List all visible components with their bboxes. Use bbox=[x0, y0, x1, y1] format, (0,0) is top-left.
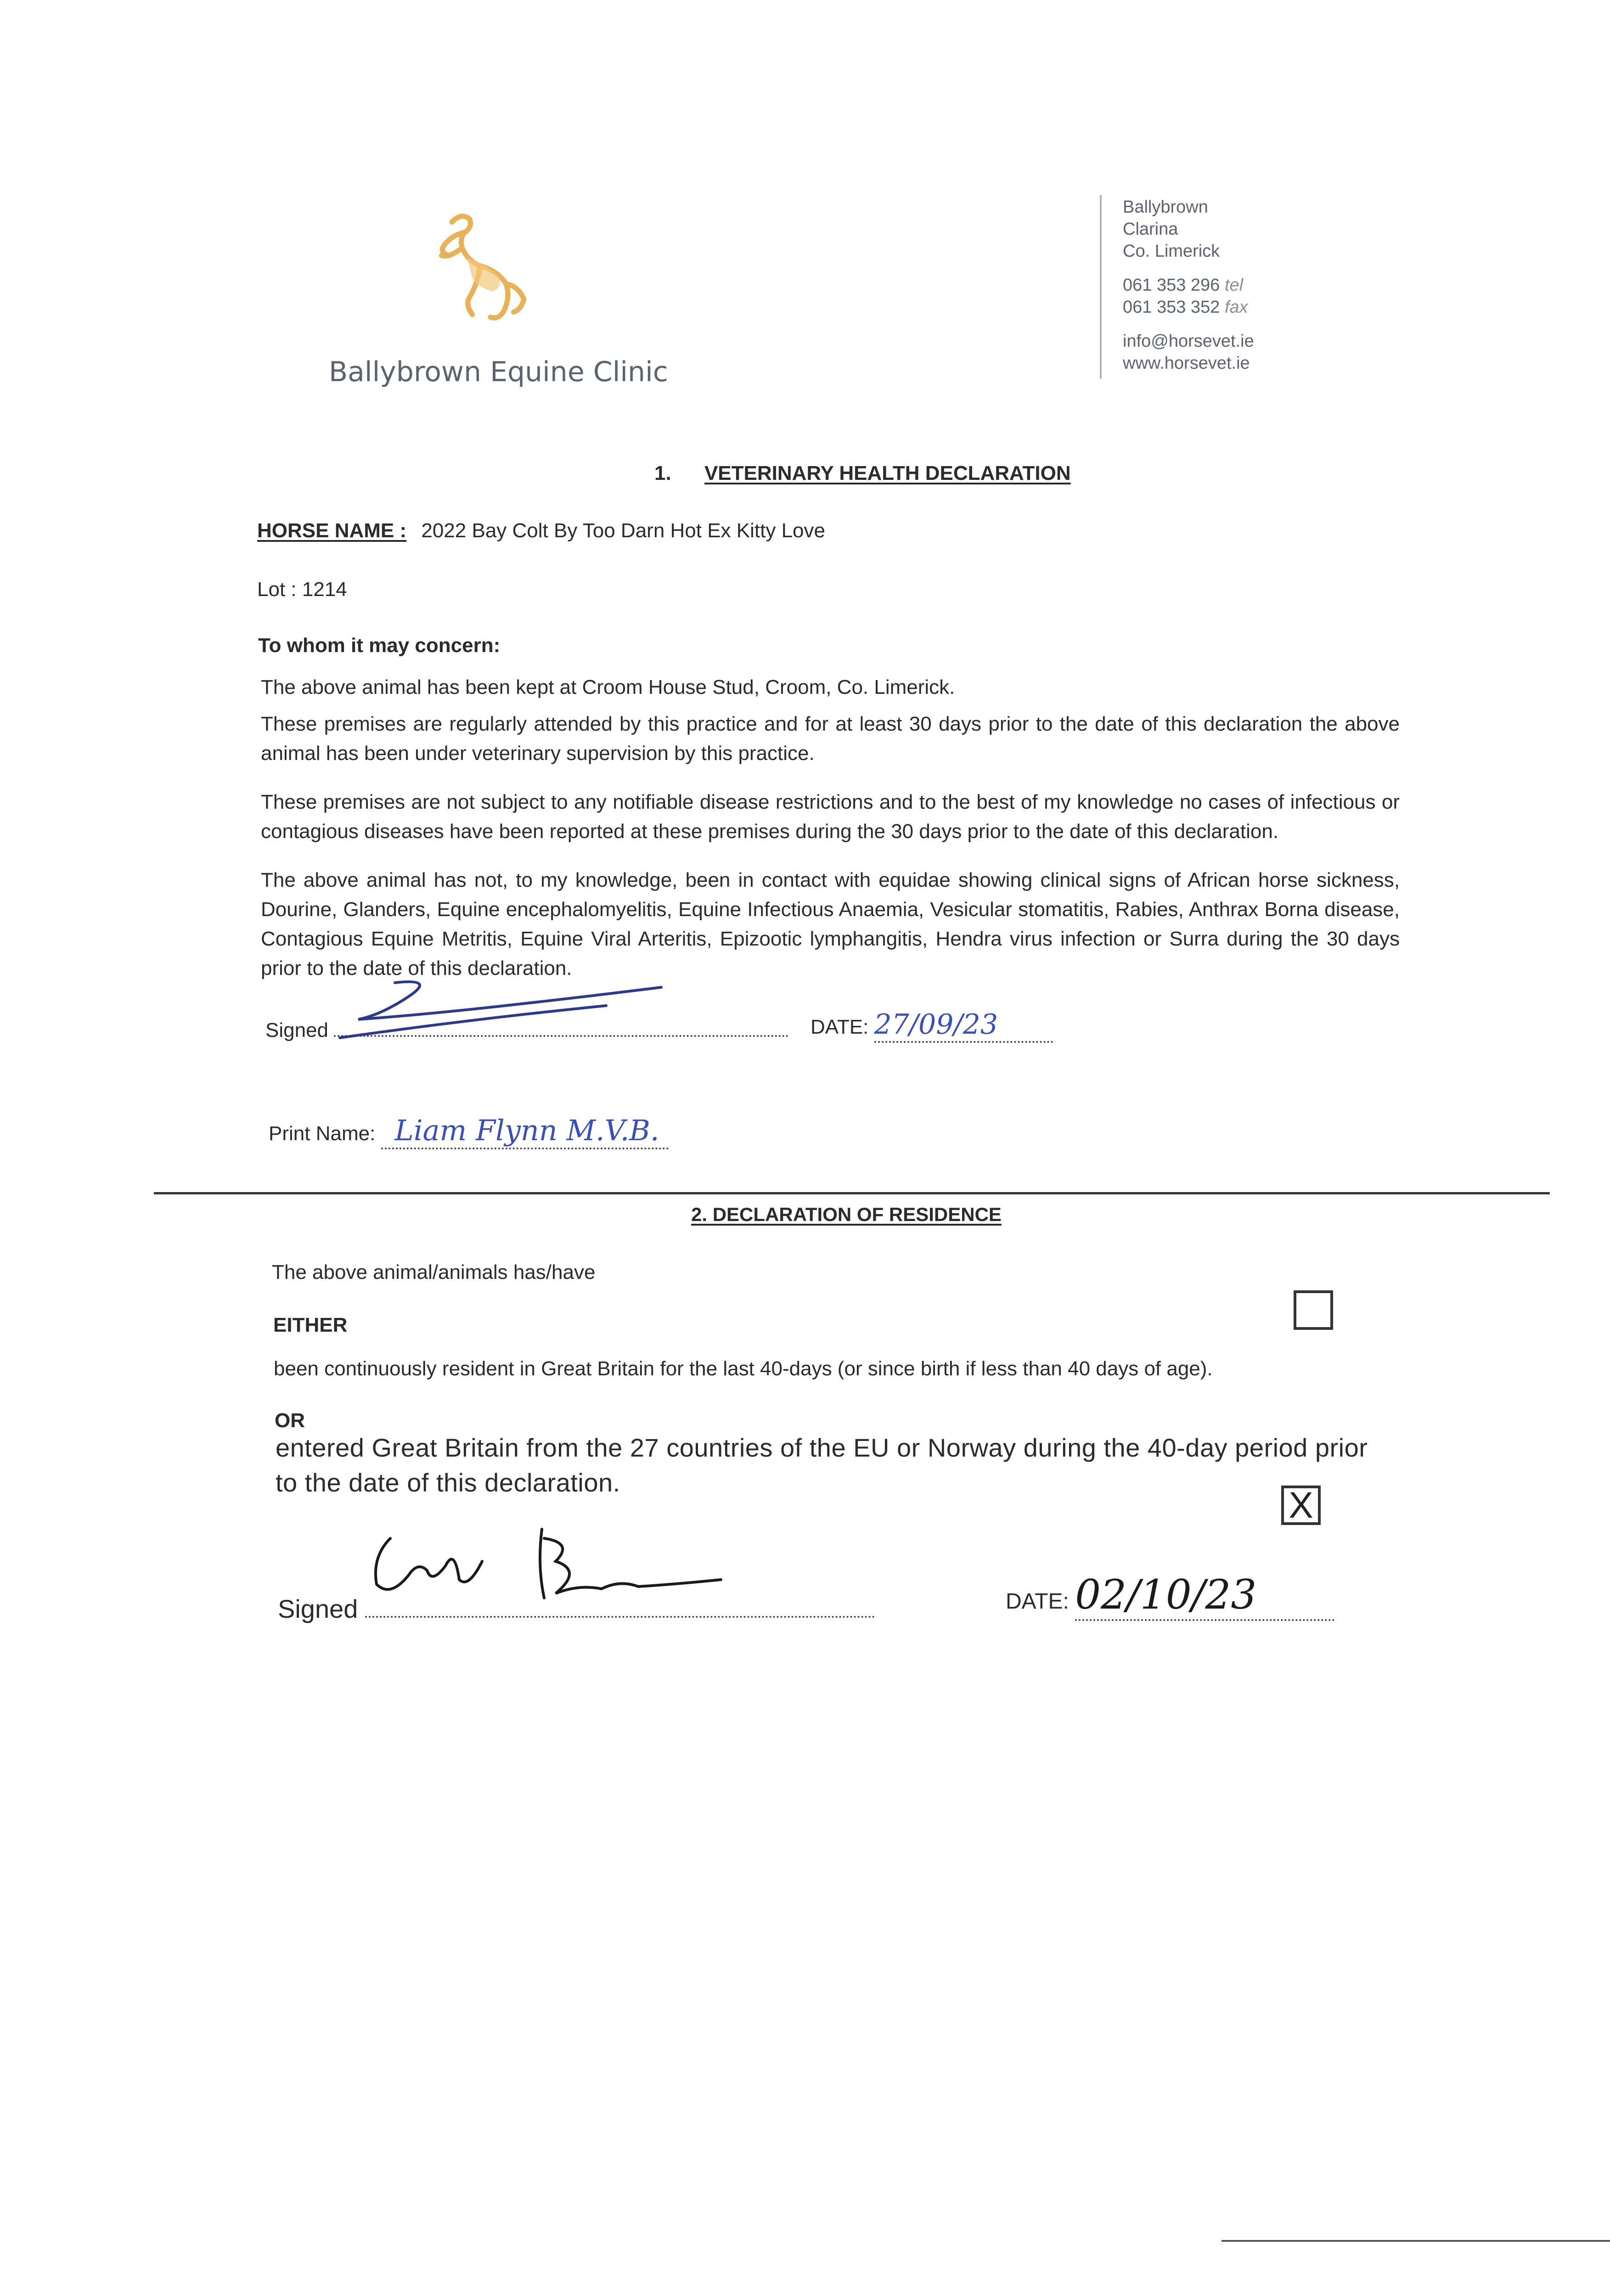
lot-label: Lot : bbox=[257, 578, 297, 601]
section1-heading bbox=[654, 461, 1071, 486]
email: info@horsevet.ie bbox=[1123, 332, 1254, 351]
section-divider bbox=[154, 1192, 1550, 1194]
paragraph-disease-restrictions: These premises are not subject to any notifiable disease restrictions and to the best of my knowledge no cases of infectious or contagious diseases have been reported at these premises during the 30 days prior to the date of this declaration. bbox=[261, 791, 1400, 843]
rearing-horse-icon bbox=[413, 207, 542, 335]
paragraph-kept-at: The above animal has been kept at Croom House Stud, Croom, Co. Limerick. bbox=[261, 676, 955, 698]
owner-signed-label: Signed bbox=[278, 1594, 358, 1623]
section2-title: 2. DECLARATION OF RESIDENCE bbox=[691, 1204, 1002, 1225]
horse-name-value: 2022 Bay Colt By Too Darn Hot Ex Kitty Love bbox=[421, 519, 825, 542]
address-line-3: Co. Limerick bbox=[1123, 242, 1220, 261]
option1-text: been continuously resident in Great Britain for the last 40-days (or since birth if less than 40 days of age). bbox=[274, 1357, 1213, 1380]
owner-date-row bbox=[1006, 1570, 1334, 1621]
option2-checkbox[interactable]: X bbox=[1281, 1486, 1321, 1525]
or-label: OR bbox=[275, 1409, 305, 1432]
option2-text: entered Great Britain from the 27 countries of the EU or Norway during the 40-day period prior to the date of this declaration. bbox=[276, 1433, 1368, 1497]
phone-number: 061 353 296 bbox=[1123, 276, 1220, 295]
fax-line bbox=[1123, 298, 1248, 317]
section1-number: 1. bbox=[654, 462, 671, 484]
owner-date-label: DATE: bbox=[1006, 1589, 1069, 1614]
website: www.horsevet.ie bbox=[1123, 354, 1250, 373]
contact-divider bbox=[1100, 195, 1102, 379]
lot-value: 1214 bbox=[302, 578, 347, 601]
paragraph-supervision: These premises are regularly attended by this practice and for at least 30 days prior to the date of this declaration the above animal has been under veterinary supervision by this practice. bbox=[261, 713, 1400, 765]
fax-label: fax bbox=[1224, 298, 1248, 317]
vet-signed-label: Signed bbox=[265, 1019, 329, 1041]
owner-signature-scribble bbox=[363, 1520, 739, 1612]
vet-date-label: DATE: bbox=[811, 1016, 869, 1038]
address-line-1: Ballybrown bbox=[1123, 197, 1208, 217]
print-name-value: Liam Flynn M.V.B. bbox=[381, 1114, 669, 1149]
clinic-name: Ballybrown Equine Clinic bbox=[329, 356, 668, 388]
fax-number: 061 353 352 bbox=[1123, 298, 1220, 317]
vet-date-value: 27/09/23 bbox=[874, 1008, 1053, 1043]
paragraph-no-contact: The above animal has not, to my knowledge, been in contact with equidae showing clinical signs of African horse sickness, Dourine, Glanders, Equine encephalomyelitis, Equine Infectious Anaemia, Vesicular stomatitis, Rabies, Anthrax Borna disease, Contagious Equine Metritis, Equine Viral Arteritis, Epizootic lymphangitis, Hendra virus infection or Surra during the 30 days prior to the date of this declaration. bbox=[261, 869, 1400, 979]
footer-rule bbox=[1222, 2240, 1610, 2242]
vet-date-row bbox=[811, 1008, 1053, 1043]
print-name-row bbox=[269, 1114, 669, 1149]
lot-row bbox=[257, 578, 347, 602]
address-line-2: Clarina bbox=[1123, 219, 1178, 239]
residence-intro: The above animal/animals has/have bbox=[272, 1261, 596, 1283]
either-label: EITHER bbox=[273, 1314, 348, 1336]
phone-line bbox=[1123, 276, 1243, 295]
option1-checkbox[interactable] bbox=[1294, 1290, 1333, 1330]
salutation: To whom it may concern: bbox=[258, 634, 501, 657]
horse-name-row bbox=[257, 519, 825, 543]
horse-name-label: HORSE NAME : bbox=[257, 519, 407, 542]
phone-label: tel bbox=[1224, 276, 1244, 295]
vet-signature-scribble bbox=[331, 969, 689, 1052]
section1-title: VETERINARY HEALTH DECLARATION bbox=[704, 462, 1071, 484]
owner-date-value: 02/10/23 bbox=[1075, 1570, 1334, 1621]
print-name-label: Print Name: bbox=[269, 1122, 376, 1145]
